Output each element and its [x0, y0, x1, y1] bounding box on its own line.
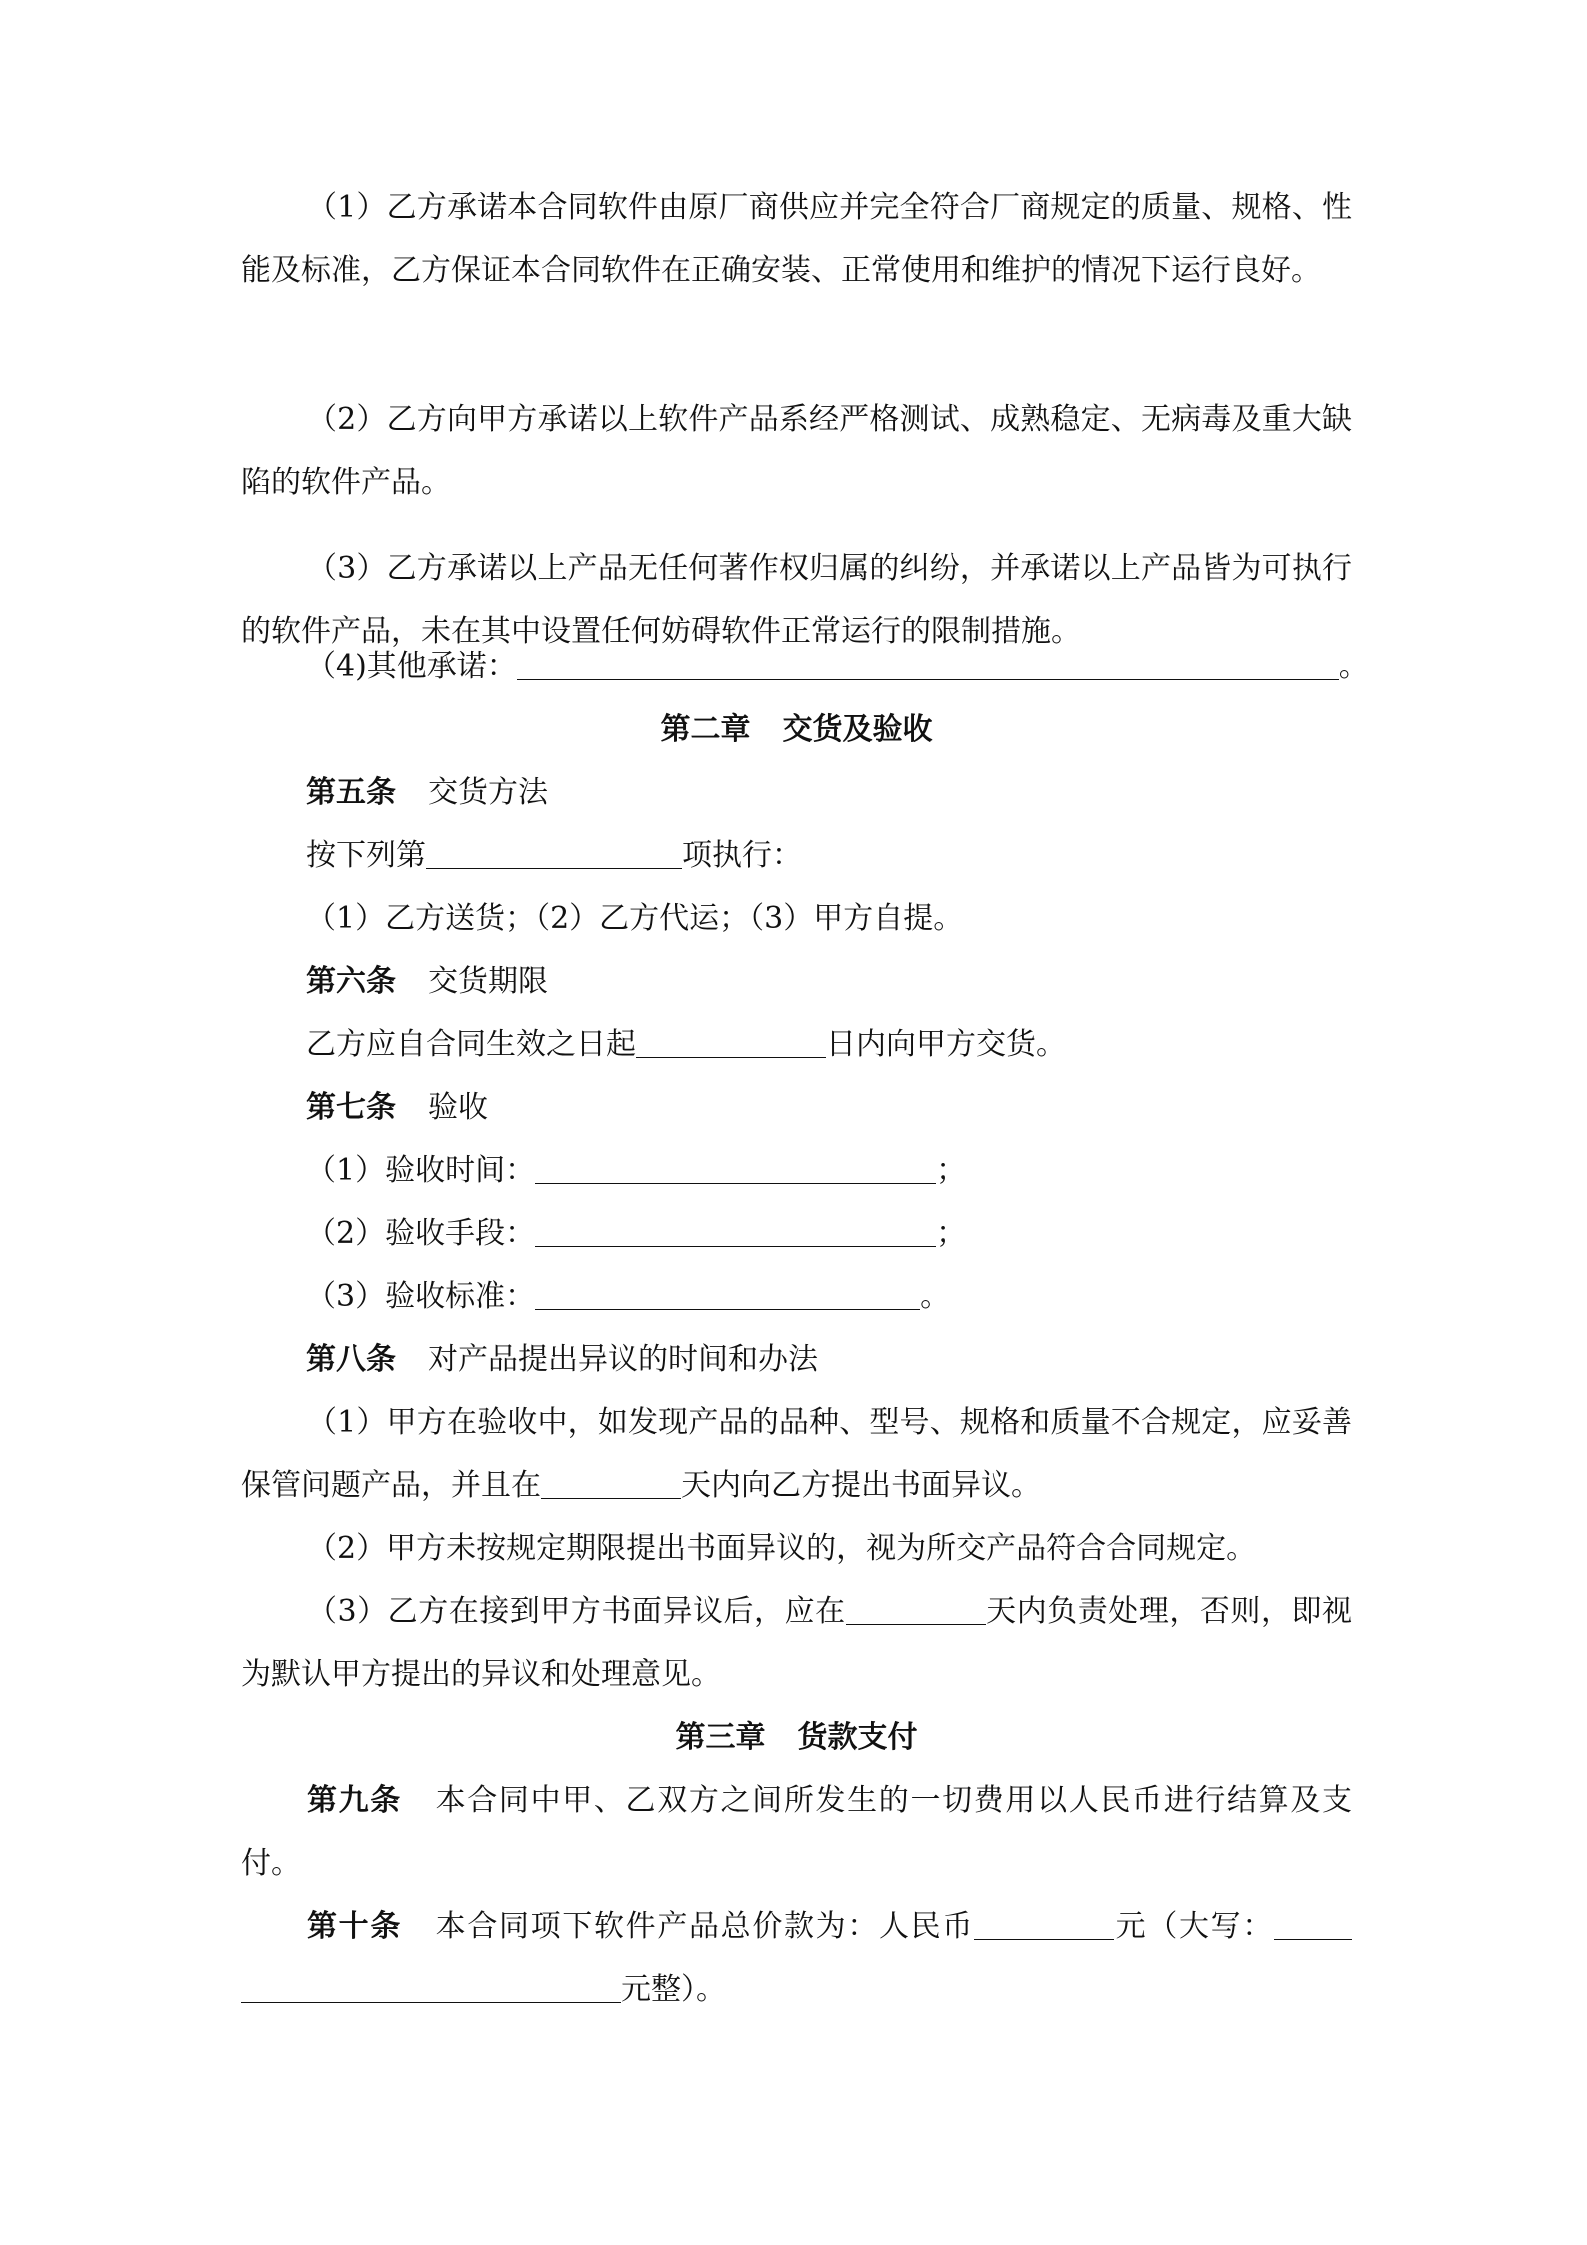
article-8-title: 对产品提出异议的时间和办法: [428, 1342, 818, 1377]
article-8-heading: [306, 1328, 818, 1391]
acceptance-means: [306, 1202, 966, 1265]
promise-3: （3）乙方承诺以上产品无任何著作权归属的纠纷，并承诺以上产品皆为可执行的软件产品，未在其中设置任何妨碍软件正常运行的限制措施。: [241, 551, 1352, 649]
price-words-blank-2[interactable]: [241, 1972, 621, 2003]
promise-1: （1）乙方承诺本合同软件由原厂商供应并完全符合厂商规定的质量、规格、性能及标准，乙方保证本合同软件在正确安装、正常使用和维护的情况下运行良好。: [241, 190, 1352, 288]
acceptance-standard: [306, 1265, 950, 1328]
acceptance-means-label: （2）验收手段：: [306, 1216, 536, 1251]
price-figure-blank[interactable]: [974, 1909, 1114, 1940]
article-5-line-2: （1）乙方送货；（2）乙方代运；（3）甲方自提。: [306, 901, 964, 936]
acceptance-standard-label: （3）验收标准：: [306, 1279, 536, 1314]
promise-4-end: 。: [1338, 649, 1369, 684]
article-9: [241, 1769, 1352, 1895]
acceptance-means-end: ；: [936, 1216, 967, 1251]
article-6-line: [306, 1013, 1066, 1076]
article-9-label: 第九条: [307, 1783, 402, 1818]
article-10-label: 第十条: [307, 1909, 402, 1944]
price-words-blank-1[interactable]: [1274, 1909, 1352, 1940]
article-10-pre: 本合同项下软件产品总价款为：人民币: [434, 1909, 974, 1944]
article-8-item-2: （2）甲方未按规定期限提出书面异议的，视为所交产品符合合同规定。: [307, 1531, 1257, 1566]
article-8-label: 第八条: [306, 1342, 396, 1377]
acceptance-time-blank[interactable]: [535, 1153, 936, 1184]
article-10: [241, 1895, 1352, 2021]
article-7-title: 验收: [428, 1090, 488, 1125]
acceptance-standard-blank[interactable]: [535, 1279, 920, 1310]
article-5-title: 交货方法: [428, 775, 548, 810]
promise-4-label: （4)其他承诺：: [306, 649, 517, 684]
article-6-pre: 乙方应自合同生效之日起: [306, 1027, 636, 1062]
chapter-3-name: 货款支付: [797, 1720, 918, 1755]
chapter-2-number: 第二章: [660, 712, 751, 747]
article-10-end: 元整）。: [621, 1972, 726, 2007]
delivery-method-blank[interactable]: [426, 838, 682, 869]
objection-days-blank[interactable]: [541, 1468, 681, 1499]
acceptance-time-label: （1）验收时间：: [306, 1153, 536, 1188]
article-10-mid: 元（大写：: [1114, 1909, 1275, 1944]
chapter-3-title: [241, 1706, 1352, 1769]
article-6-title: 交货期限: [428, 964, 548, 999]
handling-days-blank[interactable]: [846, 1594, 986, 1625]
chapter-3-number: 第三章: [675, 1720, 766, 1755]
article-8-item-3-post: 天内负责处理，否则，即视为默认甲方提出的异议和处理意见。: [241, 1594, 1353, 1692]
article-7-heading: [306, 1076, 488, 1139]
article-8-item-3-pre: （3）乙方在接到甲方书面异议后，应在: [307, 1594, 846, 1629]
article-8-item-1: [241, 1391, 1352, 1517]
article-8-item-1-post: 天内向乙方提出书面异议。: [681, 1468, 1041, 1503]
article-5-line-1-post: 项执行：: [682, 838, 802, 873]
article-6-label: 第六条: [306, 964, 396, 999]
chapter-2-title: [241, 698, 1352, 761]
acceptance-time: [306, 1139, 966, 1202]
acceptance-time-end: ；: [936, 1153, 967, 1188]
article-6-heading: [306, 950, 548, 1013]
article-6-post: 日内向甲方交货。: [826, 1027, 1066, 1062]
promise-2: （2）乙方向甲方承诺以上软件产品系经严格测试、成熟稳定、无病毒及重大缺陷的软件产品。: [241, 402, 1352, 500]
article-8-item-3: [241, 1580, 1352, 1706]
article-5-line-1-pre: 按下列第: [306, 838, 426, 873]
article-8-item-1-pre: （1）甲方在验收中，如发现产品的品种、型号、规格和质量不合规定，应妥善保管问题产品，并且在: [241, 1405, 1352, 1503]
acceptance-standard-end: 。: [920, 1279, 951, 1314]
article-7-label: 第七条: [306, 1090, 396, 1125]
article-5-line-1: [306, 824, 802, 887]
acceptance-means-blank[interactable]: [535, 1216, 936, 1247]
promise-4: [306, 635, 1369, 698]
delivery-days-blank[interactable]: [636, 1027, 826, 1058]
chapter-2-name: 交货及验收: [782, 712, 933, 747]
article-5-heading: [306, 761, 548, 824]
article-9-text: 本合同中甲、乙双方之间所发生的一切费用以人民币进行结算及支付。: [241, 1783, 1352, 1881]
other-promise-blank[interactable]: [517, 649, 1339, 680]
article-5-label: 第五条: [306, 775, 396, 810]
